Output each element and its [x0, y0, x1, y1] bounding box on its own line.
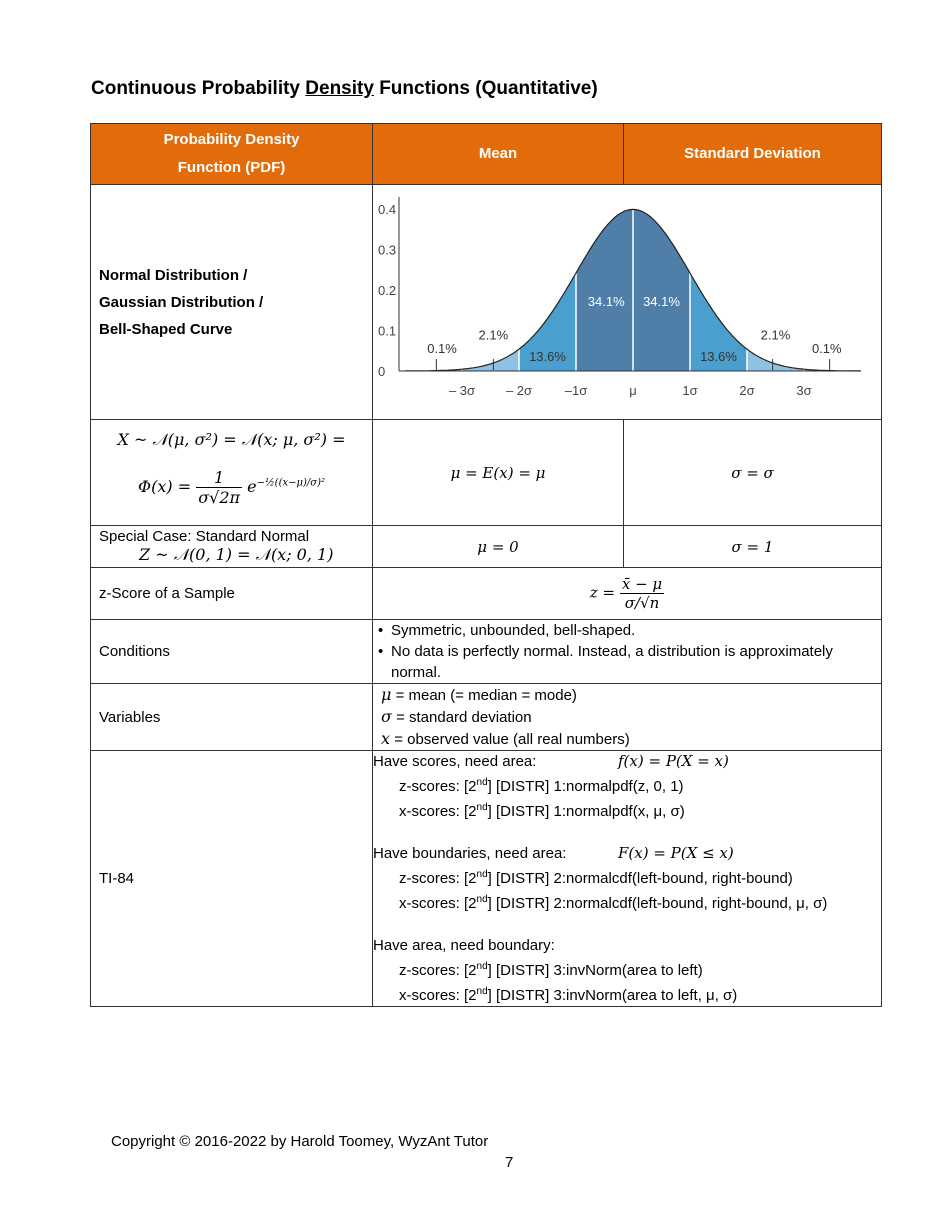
formula-row — [91, 420, 882, 526]
formula-cell — [91, 420, 373, 526]
special-case-cell — [91, 526, 373, 568]
variables-row — [91, 684, 882, 751]
region-percent-label: 13.6% — [700, 348, 737, 364]
special-sd: σ = 1 — [624, 526, 882, 568]
curve-region — [576, 209, 633, 371]
pdf-formula: Φ(x) = $\frac{1}{\sigma√2\pi}$ $e^{-\frac{1}{2}((x-\mu)/\sigma)^2}$ — [138, 468, 325, 507]
y-tick-label: 0.4 — [378, 202, 397, 217]
curve-region — [633, 209, 690, 371]
ti84-label: TI-84 — [91, 751, 373, 1007]
sd-formula: σ = σ — [624, 420, 882, 526]
variables-cell — [373, 684, 882, 751]
bell-curve-cell — [373, 185, 882, 420]
x-tick-label: –1σ — [564, 383, 588, 398]
x-tick-label: μ — [629, 383, 637, 398]
region-percent-label: 0.1% — [427, 341, 457, 357]
conditions-label: Conditions — [91, 620, 373, 684]
ti84-h3: Have area, need boundary: — [373, 937, 555, 954]
region-percent-label: 34.1% — [643, 294, 680, 310]
ti84-row — [91, 751, 882, 1007]
copyright: Copyright © 2016-2022 by Harold Toomey, WyzAnt Tutor — [111, 1133, 489, 1150]
ti84-h2-z: z-scores: [2nd] [DISTR] 2:normalcdf(left-bound, right-bound) — [399, 869, 793, 887]
region-percent-label: 34.1% — [587, 294, 625, 310]
variables-label: Variables — [91, 684, 373, 751]
region-percent-label: 2.1% — [760, 327, 791, 343]
distribution-name: Normal Distribution / Gaussian Distribution / Bell-Shaped Curve — [91, 185, 373, 420]
x-tick-label: 2σ — [739, 383, 755, 398]
header-pdf: Probability Density Function (PDF) — [91, 124, 373, 185]
page-number: 7 — [505, 1154, 514, 1171]
bell-curve-chart — [373, 185, 881, 415]
region-percent-label: 2.1% — [478, 327, 509, 343]
region-percent-label: 13.6% — [529, 348, 566, 364]
ti84-h1: Have scores, need area: f(x) = P(X = x) — [373, 752, 729, 770]
variable-x: x = observed value (all real numbers) — [381, 729, 630, 748]
zscore-row — [91, 568, 882, 620]
ti84-h1-x: x-scores: [2nd] [DISTR] 1:normalpdf(x, μ, σ) — [399, 802, 685, 820]
ti84-cell — [373, 751, 882, 1007]
y-tick-label: 0 — [378, 364, 386, 379]
region-percent-label: 0.1% — [811, 341, 842, 357]
ti84-h2-x: x-scores: [2nd] [DISTR] 2:normalcdf(left-bound, right-bound, μ, σ) — [399, 894, 828, 912]
pdf-table — [90, 123, 882, 1007]
special-case-label: Special Case: Standard Normal — [99, 528, 310, 545]
header-row — [91, 124, 882, 185]
special-mean: μ = 0 — [373, 526, 624, 568]
normal-row — [91, 185, 882, 420]
y-tick-label: 0.3 — [378, 242, 397, 258]
condition-item: • No data is perfectly normal. Instead, a distribution is approximately normal. — [373, 641, 881, 683]
zscore-label: z-Score of a Sample — [91, 568, 373, 620]
x-tick-label: – 3σ — [448, 383, 476, 398]
standard-normal-notation: Z ~ 𝒩(0, 1) = 𝒩(x; 0, 1) — [139, 545, 334, 564]
ti84-h3-x: x-scores: [2nd] [DISTR] 3:invNorm(area to left, μ, σ) — [399, 986, 738, 1004]
ti84-h2: Have boundaries, need area: F(x) = P(X ≤ x) — [373, 844, 734, 862]
y-tick-label: 0.2 — [378, 283, 397, 298]
header-mean: Mean — [373, 124, 624, 185]
special-row — [91, 526, 882, 568]
condition-item: • Symmetric, unbounded, bell-shaped. — [373, 620, 881, 641]
ti84-h3-z: z-scores: [2nd] [DISTR] 3:invNorm(area to left) — [399, 961, 703, 979]
header-sd: Standard Deviation — [624, 124, 882, 185]
x-tick-label: – 2σ — [505, 383, 533, 398]
zscore-formula: z = $\frac{x̄ - \mu}{\sigma/√n}$ — [373, 568, 882, 620]
mean-formula: μ = E(x) = μ — [373, 420, 624, 526]
variable-sigma: σ = standard deviation — [381, 707, 532, 726]
variable-mu: μ = mean (= median = mode) — [381, 685, 577, 704]
page-title: Continuous Probability Density Functions (Quantitative) — [91, 78, 598, 99]
ti84-h1-z: z-scores: [2nd] [DISTR] 1:normalpdf(z, 0, 1) — [399, 777, 684, 795]
conditions-cell — [373, 620, 882, 684]
conditions-row — [91, 620, 882, 684]
x-tick-label: 3σ — [796, 383, 812, 398]
x-tick-label: 1σ — [682, 383, 698, 398]
normal-notation: X ~ 𝒩(μ, σ²) = 𝒩(x; μ, σ²) = — [117, 430, 346, 449]
y-tick-label: 0.1 — [378, 323, 397, 339]
